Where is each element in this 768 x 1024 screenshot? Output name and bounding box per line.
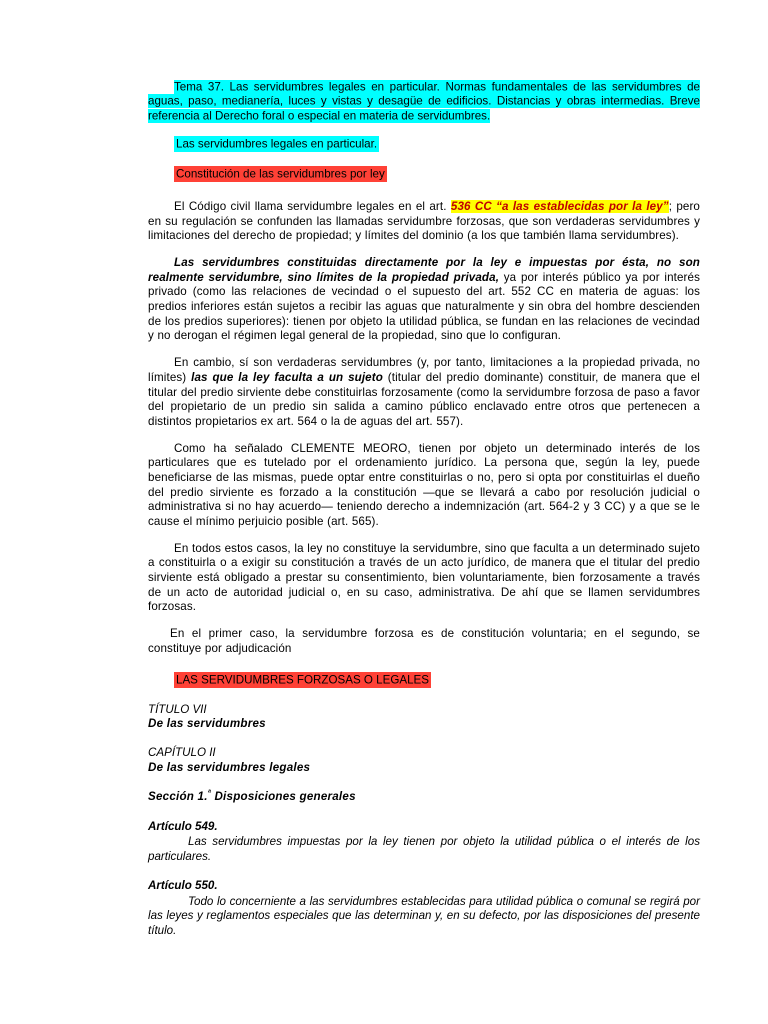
paragraph-1-lead: El Código civil llama servidumbre legales en el art. <box>174 199 451 213</box>
titulo-group <box>148 703 700 732</box>
paragraph-3 <box>148 356 700 429</box>
paragraph-4: Como ha señalado CLEMENTE MEORO, tienen por objeto un determinado interés de los particulares que es tutelado por el ordenamiento jurídico. La persona que, según la ley, puede beneficiarse de las mismas, puede optar entre constituirlas o no, pero si opta por constituirlas el dueño del predio sirviente es forzado a la constitución —que se llevará a cabo por resolución judicial o administrativa si no hay acuerdo— teniendo derecho a indemnización (art. 564-2 y 3 CC) y a que se le cause el mínimo perjuicio posible (art. 565). <box>148 441 700 528</box>
seccion-name: Disposiciones generales <box>211 790 356 804</box>
article-550-body: Todo lo concerniente a las servidumbres establecidas para utilidad pública o comunal se regirá por las leyes y reglamentos especiales que las determinan y, en su defecto, por las disposiciones del presente título. <box>148 894 700 937</box>
capitulo-label: CAPÍTULO II <box>148 746 216 760</box>
paragraph-3-emphasis: las que la ley faculta a un sujeto <box>191 370 383 384</box>
paragraph-1 <box>148 200 700 244</box>
article-550-title: Artículo 550. <box>148 879 218 893</box>
paragraph-3-tail: (titular del predio dominante) constituir, de manera que el titular del predio sirviente debe constituirlas forzosamente (como la servidumbre forzosa de paso a favor del propietario de un predio sin salida a camino público enclavado entre otros que pertenecen a distintos propietarios ex art. 564 o la de aguas del art. 557). <box>148 370 701 428</box>
paragraph-2-rest: ya por interés público ya por interés privado (como las relaciones de vecindad o el supuesto del art. 552 CC en materia de aguas: los predios inferiores están sujetos a recibir las aguas que naturalmente y sin obra del hombre descienden de los predios superiores): tienen por objeto la utilidad pública, se fundan en las relaciones de vecindad y no derogan el régimen legal general de la propiedad, sino que lo configuran. <box>148 270 700 343</box>
section-heading-forzosas <box>148 673 700 688</box>
subtitle-red-text: Constitución de las servidumbres por ley <box>176 167 385 181</box>
seccion-ordinal-sup: ª <box>207 787 211 798</box>
article-550 <box>148 879 700 938</box>
capitulo-name: De las servidumbres legales <box>148 760 311 774</box>
subtitle-cyan-text: Las servidumbres legales en particular. <box>176 137 378 151</box>
section-heading-forzosas-text: LAS SERVIDUMBRES FORZOSAS O LEGALES <box>176 673 429 686</box>
document-content <box>148 80 700 938</box>
paragraph-3-lead: En cambio, sí son verdaderas servidumbres (y, por tanto, limitaciones a la propiedad privada, no límites) <box>148 356 700 384</box>
titulo-name: De las servidumbres <box>148 717 266 730</box>
titulo-label: TÍTULO VII <box>148 702 207 716</box>
paragraph-5: En todos estos casos, la ley no constituye la servidumbre, sino que faculta a un determinado sujeto a constituirla o a exigir su constitución a través de un acto jurídico, de manera que el titular del predio sirviente está obligado a prestar su consentimiento, bien voluntariamente, bien forzosamente a través de un acto de autoridad judicial o, en su caso, administrativa. De ahí que se llamen servidumbres forzosas. <box>148 541 700 614</box>
paragraph-1-tail: ; pero en su regulación se confunden las llamadas servidumbre forzosas, que son verdaderas servidumbres y limitaciones del derecho de propiedad; y límites del dominio (a los que también llama servidumbres). <box>148 199 701 243</box>
subtitle-red <box>148 167 700 182</box>
article-536-citation: 536 CC “a las establecidas por la ley” <box>450 199 669 213</box>
subtitle-cyan <box>148 138 700 153</box>
paragraph-2 <box>148 256 700 344</box>
seccion-prefix: Sección 1. <box>148 790 208 804</box>
seccion-label <box>148 787 700 804</box>
article-549 <box>148 820 700 865</box>
paragraph-2-emphasis: Las servidumbres constituidas directamente por la ley e impuestas por ésta, no son realmente servidumbre, sino límites de la propiedad privada, <box>148 256 700 284</box>
topic-heading <box>148 80 700 124</box>
article-549-title: Artículo 549. <box>148 819 218 833</box>
paragraph-6: En el primer caso, la servidumbre forzosa es de constitución voluntaria; en el segundo, se constituye por adjudicación <box>148 627 700 655</box>
topic-heading-text: Tema 37. Las servidumbres legales en particular. Normas fundamentales de las servidumbres de aguas, paso, medianería, luces y vistas y desagüe de edificios. Distancias y obras intermedias. Breve referencia al Derecho foral o especial en materia de servidumbres. <box>148 80 700 123</box>
capitulo-group <box>148 746 700 775</box>
article-549-body: Las servidumbres impuestas por la ley tienen por objeto la utilidad pública o el interés de los particulares. <box>148 835 700 863</box>
